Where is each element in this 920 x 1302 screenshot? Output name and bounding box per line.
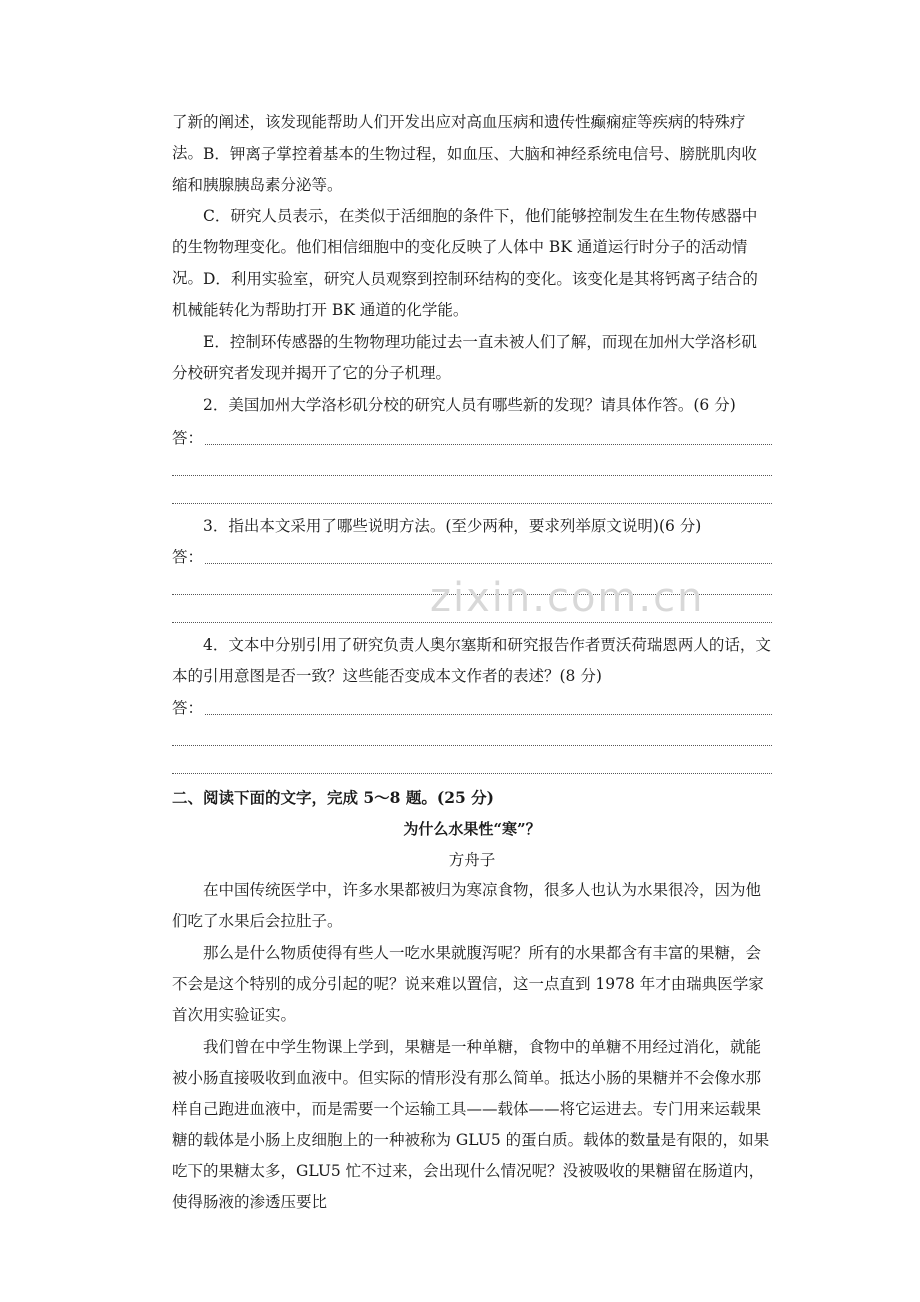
article-author: 方舟子: [448, 851, 496, 869]
option-d: D．利用实验室，研究人员观察到控制环结构的变化。该变化是其将钙离子结合的机械能转化为帮助打开 BK 通道的化学能。: [172, 270, 758, 319]
answer-rule: [205, 563, 772, 564]
option-a-tail: 了新的阐述，该发现能帮助人们开发出应对高血压病和遗传性癫痫症等疾病的特殊疗法。: [172, 113, 746, 162]
answer-line-q4-2[interactable]: [172, 745, 772, 746]
option-b: B．钾离子掌控着基本的生物过程，如血压、大脑和神经系统电信号、膀胱肌肉收缩和胰腺胰岛素分泌等。: [172, 145, 757, 194]
article-paragraph-2: 那么是什么物质使得有些人一吃水果就腹泻呢？所有的水果都含有丰富的果糖，会不会是这个特别的成分引起的呢？说来难以置信，这一点直到 1978 年才由瑞典医学家首次用实验证实。: [172, 944, 764, 1024]
answer-line-q3[interactable]: [172, 546, 772, 568]
question-4: 4．文本中分别引用了研究负责人奥尔塞斯和研究报告作者贾沃荷瑞恩两人的话，文本的引用意图是否一致？这些能否变成本文作者的表述？(8 分): [172, 636, 771, 685]
answer-label: 答：: [172, 699, 204, 717]
article-title: 为什么水果性“寒”？: [403, 820, 541, 838]
article-paragraph-3: 我们曾在中学生物课上学到，果糖是一种单糖，食物中的单糖不用经过消化，就能被小肠直接吸收到血液中。但实际的情形没有那么简单。抵达小肠的果糖并不会像水那样自己跑进血液中，而是需要一个运输工具——载体——将它运进去。专门用来运载果糖的载体是小肠上皮细胞上的一种被称为 GLU5 的蛋白质。载体的数量是有限的，如果吃下的果糖太多，GLU5 忙不过来，会出现什么情况呢？没被吸收的果糖留在肠道内，使得肠液的渗透压要比: [172, 1038, 770, 1211]
option-c: C．研究人员表示，在类似于活细胞的条件下，他们能够控制发生在生物传感器中的生物物理变化。他们相信细胞中的变化反映了人体中 BK 通道运行时分子的活动情况。: [172, 207, 758, 287]
answer-line-q2[interactable]: [172, 427, 772, 449]
answer-line-q4-3[interactable]: [172, 773, 772, 774]
option-e: E．控制环传感器的生物物理功能过去一直未被人们了解，而现在加州大学洛杉矶分校研究者发现并揭开了它的分子机理。: [172, 333, 757, 382]
answer-label: 答：: [172, 429, 204, 447]
answer-line-q3-3[interactable]: [172, 622, 772, 623]
question-2: 2．美国加州大学洛杉矶分校的研究人员有哪些新的发现？请具体作答。(6 分): [203, 396, 736, 414]
answer-rule: [205, 444, 772, 445]
answer-label: 答：: [172, 548, 204, 566]
answer-line-q2-3[interactable]: [172, 503, 772, 504]
question-3: 3．指出本文采用了哪些说明方法。(至少两种，要求列举原文说明)(6 分): [203, 517, 702, 535]
section-two-heading: 二、阅读下面的文字，完成 5～8 题。(25 分): [172, 788, 494, 807]
answer-line-q2-2[interactable]: [172, 475, 772, 476]
answer-rule: [205, 714, 772, 715]
answer-line-q4[interactable]: [172, 697, 772, 719]
article-paragraph-1: 在中国传统医学中，许多水果都被归为寒凉食物，很多人也认为水果很冷，因为他们吃了水果后会拉肚子。: [172, 881, 762, 930]
watermark: zixin.com.cn: [430, 575, 705, 621]
